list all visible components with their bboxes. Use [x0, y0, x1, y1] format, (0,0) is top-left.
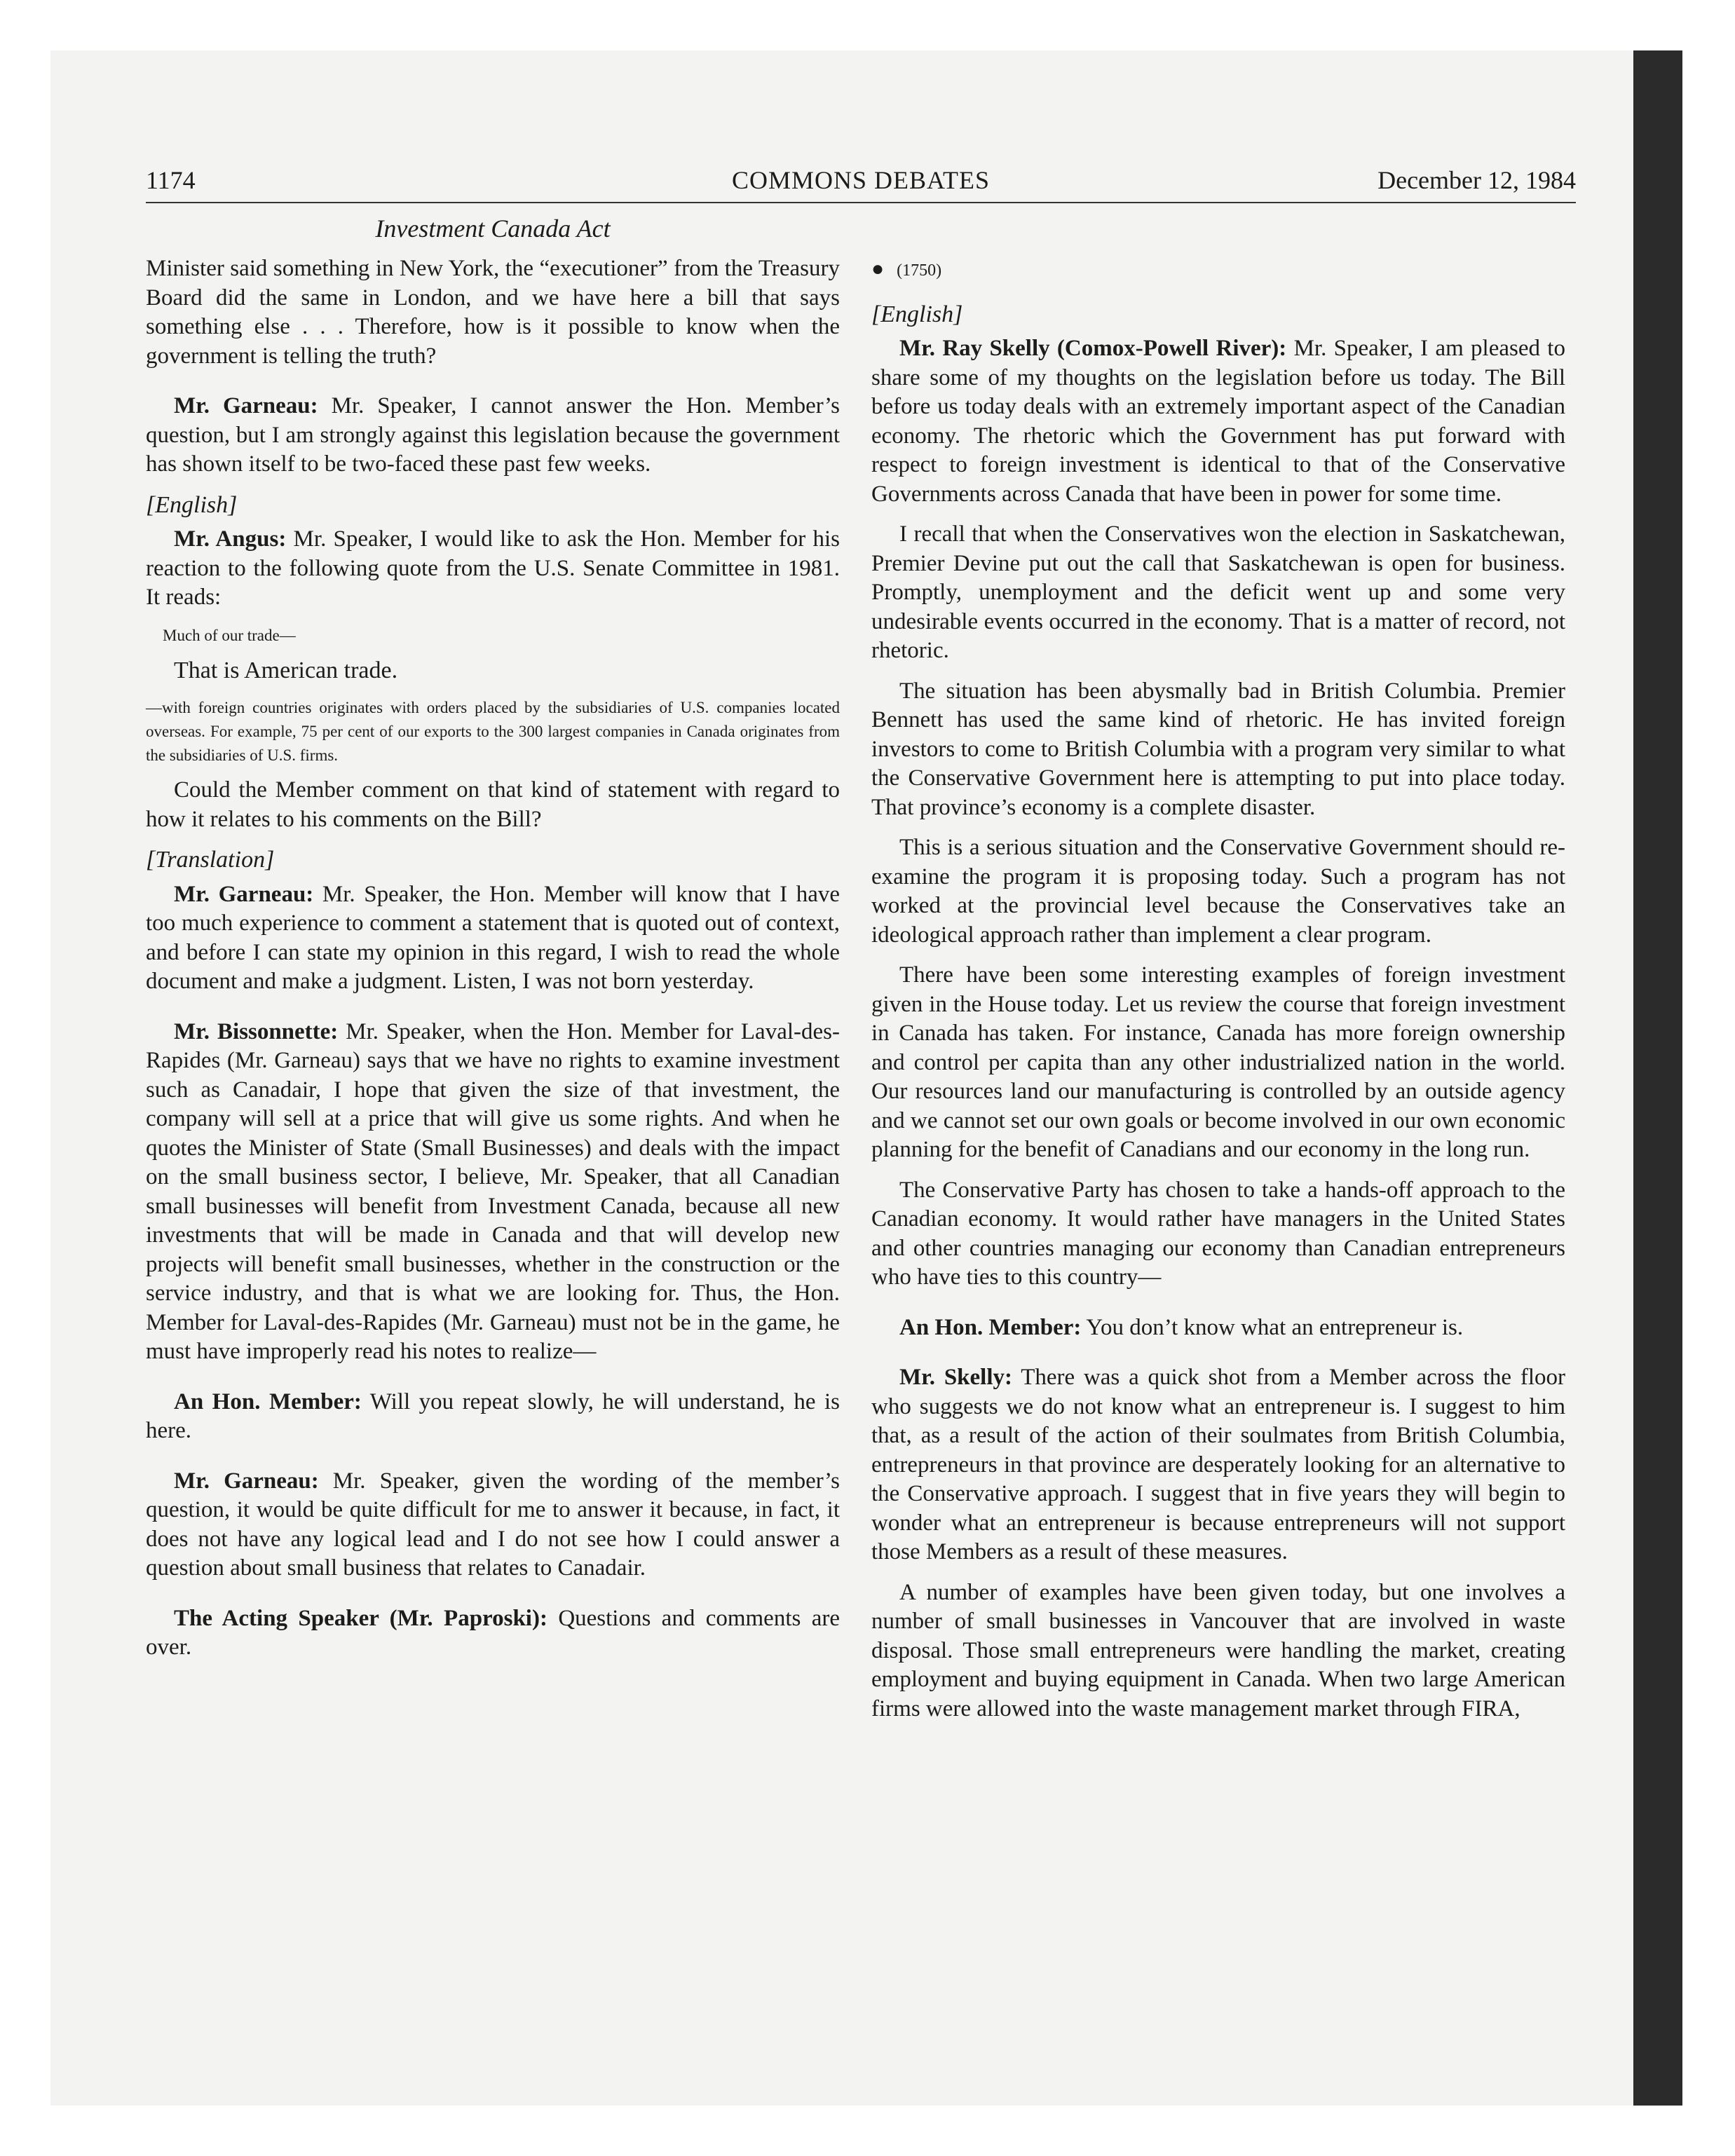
speech-text: Questions and comments are over. [146, 1605, 840, 1660]
speech-paragraph [146, 880, 840, 997]
speech-text: Mr. Speaker, the Hon. Member will know that I have too much experience to comment a statement that is quoted out of context, and before I can state my opinion in this regard, I wish to read the whole document and make a judgment. Listen, I was not born yesterday. [146, 881, 840, 994]
paragraph: This is a serious situation and the Conservative Government should re-examine the program it is proposing today. Such a program has not worked at the provincial level because the Conservatives take an ideological approach rather than implement a clear program. [871, 835, 1565, 948]
time-marker [871, 254, 1565, 286]
speech-paragraph [871, 1314, 1565, 1343]
speech-paragraph [146, 525, 840, 613]
speech-paragraph [146, 392, 840, 479]
speaker-name: Mr. Angus: [174, 526, 287, 552]
speech-paragraph [146, 1018, 840, 1367]
speech-text: Mr. Speaker, I cannot answer the Hon. Member’s question, but I am strongly against this legislation because the government has shown itself to be two-faced these past few weeks. [146, 393, 840, 477]
left-column [146, 254, 840, 1674]
speech-text: Will you repeat slowly, he will understand, he is here. [146, 1389, 840, 1443]
speaker-name: Mr. Garneau: [174, 393, 318, 418]
paragraph: A number of examples have been given today, but one involves a number of small businesses in Vancouver that are involved in waste disposal. Those small entrepreneurs were handling the market, creating employment and buying equipment in Canada. When two large American firms were allowed into the waste management market through FIRA, [871, 1579, 1565, 1721]
speaker-name: Mr. Skelly: [899, 1365, 1012, 1390]
publication-date: December 12, 1984 [1377, 166, 1576, 194]
speech-text: Mr. Speaker, I am pleased to share some of my thoughts on the legislation before us today. The Bill before us today deals with an extremely important aspect of the Canadian economy. The rhetoric which the Government has put forward with respect to foreign investment is identical to that of the Conservative Governments across Canada that have been in power for some time. [871, 336, 1565, 507]
speaker-name: An Hon. Member: [174, 1389, 362, 1414]
language-marker: [English] [871, 301, 963, 327]
paragraph: The Conservative Party has chosen to take a hands-off approach to the Canadian economy. It would rather have managers in the United States and other countries managing our economy than Canadian entrepreneurs who have ties to this country— [871, 1177, 1565, 1290]
speaker-name: Mr. Garneau: [174, 881, 314, 907]
right-column [871, 254, 1565, 1735]
quotation: —with foreign countries originates with orders placed by the subsidiaries of U.S. companies located overseas. For example, 75 per cent of our exports to the 300 largest companies in Canada originates from the subsidiaries of U.S. firms. [146, 699, 840, 764]
speech-text: There was a quick shot from a Member across the floor who suggests we do not know what an entrepreneur is. I suggest to him that, as a result of the action of their soulmates from British Columbia, entrepreneurs in that province are desperately looking for an alternative to the Conservative approach. I suggest that in five years they will begin to wonder what an entrepreneur is because entrepreneurs will not support those Members as a result of these measures. [871, 1365, 1565, 1564]
running-title: Investment Canada Act [375, 214, 611, 243]
language-marker: [English] [146, 491, 238, 518]
speaker-name: Mr. Garneau: [174, 1468, 319, 1494]
speech-paragraph [146, 1388, 840, 1446]
speech-text: Mr. Speaker, given the wording of the member’s question, it would be quite difficult for me to answer it because, in fact, it does not have any logical lead and I do not see how I could answer a question about small business that relates to Canadair. [146, 1468, 840, 1581]
page-number: 1174 [146, 166, 196, 194]
paragraph: Minister said something in New York, the “executioner” from the Treasury Board did the same in London, and we have here a bill that says something else . . . Therefore, how is it possible to know when the government is telling the truth? [146, 256, 840, 369]
language-marker: [Translation] [146, 847, 275, 873]
paragraph: The situation has been abysmally bad in British Columbia. Premier Bennett has used the same kind of rhetoric. He has invited foreign investors to come to British Columbia with a program very similar to what the Conservative Government here is attempting to put into place today. That province’s economy is a complete disaster. [871, 678, 1565, 820]
speech-text: Mr. Speaker, when the Hon. Member for Laval-des-Rapides (Mr. Garneau) says that we have no rights to examine investment such as Canadair, I hope that given the size of that investment, the company will sell at a price that will give us some rights. And when he quotes the Minister of State (Small Businesses) and deals with the impact on the small business sector, I believe, Mr. Speaker, that all Canadian small businesses will benefit from Investment Canada, because all new investments that will be made in Canada and that will develop new projects will benefit small businesses, whether in the construction or the service industry, and that is what we are looking for. Thus, the Hon. Member for Laval-des-Rapides (Mr. Garneau) must not be in the game, he must have improperly read his notes to realize— [146, 1018, 840, 1364]
scan-edge-shadow [1633, 50, 1682, 2106]
speech-paragraph [146, 1604, 840, 1663]
speaker-name: Mr. Bissonnette: [174, 1018, 339, 1044]
paragraph: There have been some interesting examples of foreign investment given in the House today. Let us review the course that foreign investment in Canada has taken. For instance, Canada has more foreign ownership and control per capita than any other industrialized nation in the world. Our resources land our manufacturing is controlled by an outside agency and we cannot set our own goals or become involved in our own economic planning for the benefit of Canadians and our economy in the long run. [871, 962, 1565, 1162]
speaker-name: An Hon. Member: [899, 1314, 1082, 1340]
speech-text: You don’t know what an entrepreneur is. [1081, 1314, 1464, 1340]
publication-title: COMMONS DEBATES [731, 166, 991, 194]
paragraph: I recall that when the Conservatives won the election in Saskatchewan, Premier Devine put out the call that Saskatchewan is open for business. Promptly, unemployment and the deficit went up and some very undesirable events occurred in the economy. That is a matter of record, not rhetoric. [871, 521, 1565, 663]
speech-paragraph [871, 334, 1565, 509]
speech-paragraph [146, 1467, 840, 1583]
paragraph: Could the Member comment on that kind of statement with regard to how it relates to his comments on the Bill? [146, 777, 840, 832]
bullet-icon: ● [871, 257, 885, 280]
page-header [146, 160, 1576, 203]
interjection: That is American trade. [174, 657, 398, 683]
speaker-name: Mr. Ray Skelly (Comox-Powell River): [899, 336, 1287, 361]
speech-paragraph [871, 1363, 1565, 1567]
time-stamp: (1750) [897, 261, 942, 280]
quotation: Much of our trade— [163, 626, 296, 644]
speech-text: Mr. Speaker, I would like to ask the Hon. Member for his reaction to the following quote from the U.S. Senate Committee in 1981. It reads: [146, 526, 840, 610]
speaker-name: The Acting Speaker (Mr. Paproski): [174, 1605, 547, 1631]
